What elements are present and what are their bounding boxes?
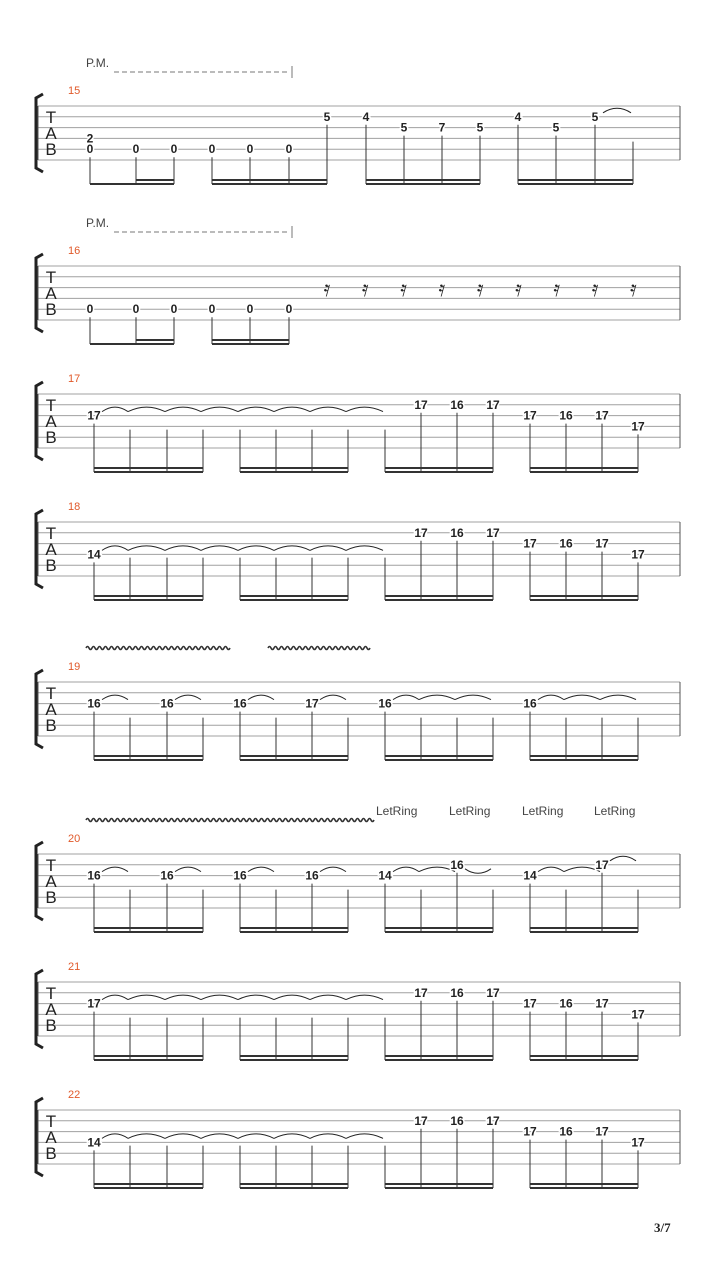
tie-arc (102, 995, 128, 1000)
measure-number: 22 (68, 1089, 81, 1101)
fret-number: 17 (414, 985, 428, 1000)
tab-clef-letter: T (45, 684, 57, 703)
fret-number: 17 (414, 525, 428, 540)
tie-arc (201, 1134, 238, 1139)
fret-number: 16 (559, 1124, 573, 1139)
tie-arc (346, 407, 383, 412)
tie-arc (248, 867, 274, 872)
vibrato-line (268, 647, 370, 650)
tab-clef-letter: A (45, 124, 57, 143)
tie-arc (455, 695, 491, 700)
tie-arc (600, 695, 636, 700)
tab-clef-letter: A (45, 284, 57, 303)
fret-number: 16 (559, 408, 573, 423)
tie-arc (346, 1134, 383, 1139)
fret-number: 17 (523, 536, 537, 551)
tab-clef-letter: T (45, 1112, 57, 1131)
tie-arc (165, 1134, 201, 1139)
tie-arc (393, 867, 419, 872)
tie-arc (201, 407, 238, 412)
sixteenth-rest: 𝄿 (630, 277, 637, 302)
fret-number: 17 (595, 857, 609, 872)
fret-number: 14 (87, 1135, 101, 1150)
tab-clef-letter: A (45, 872, 57, 891)
sixteenth-rest: 𝄿 (361, 277, 369, 302)
tab-clef-letter: B (45, 556, 57, 575)
fret-number: 0 (246, 142, 254, 157)
tie-arc (102, 695, 128, 700)
tie-arc (201, 995, 238, 1000)
tie-arc (310, 407, 346, 412)
fret-number: 17 (305, 696, 319, 711)
tab-clef-letter: A (45, 1128, 57, 1147)
fret-number: 17 (631, 1135, 645, 1150)
tie-arc (102, 407, 128, 412)
tab-clef-letter: T (45, 268, 57, 287)
tie-arc (238, 995, 274, 1000)
tie-arc (274, 995, 310, 1000)
page-number: 3/7 (654, 1220, 671, 1235)
tab-clef-letter: B (45, 300, 57, 319)
fret-number: 17 (414, 397, 428, 412)
fret-number: 16 (559, 536, 573, 551)
let-ring-label: LetRing (522, 804, 564, 818)
tie-arc (175, 867, 201, 872)
fret-number: 0 (170, 302, 178, 317)
tie-arc (393, 695, 419, 700)
fret-number: 16 (87, 696, 101, 711)
tie-arc (274, 1134, 310, 1139)
tie-arc (346, 995, 383, 1000)
tie-arc (274, 546, 310, 551)
fret-number: 16 (160, 868, 174, 883)
sixteenth-rest: 𝄿 (591, 277, 599, 302)
fret-number: 0 (285, 302, 293, 317)
tab-clef-letter: B (45, 716, 57, 735)
fret-number: 5 (591, 109, 599, 124)
tie-arc (238, 546, 274, 551)
fret-number: 4 (362, 109, 370, 124)
fret-number: 0 (208, 302, 216, 317)
fret-number: 16 (559, 996, 573, 1011)
tie-arc (201, 546, 238, 551)
fret-number: 16 (450, 525, 464, 540)
tab-system-22 (36, 1089, 680, 1188)
tie-arc (238, 407, 274, 412)
fret-number: 17 (486, 397, 500, 412)
fret-number: 17 (595, 408, 609, 423)
palm-mute-label: P.M. (86, 216, 110, 230)
fret-number: 16 (450, 1113, 464, 1128)
measure-number: 15 (68, 85, 81, 97)
sixteenth-rest: 𝄿 (515, 277, 522, 302)
sixteenth-rest: 𝄿 (438, 277, 446, 302)
tie-arc (128, 546, 165, 551)
fret-number: 0 (86, 302, 94, 317)
fret-number: 5 (476, 120, 484, 135)
measure-number: 20 (68, 833, 81, 845)
fret-number: 17 (87, 996, 101, 1011)
fret-number: 4 (514, 109, 522, 124)
fret-number: 17 (523, 996, 537, 1011)
tie-arc (128, 1134, 165, 1139)
tie-arc (165, 546, 201, 551)
fret-number: 17 (523, 1124, 537, 1139)
fret-number: 17 (595, 996, 609, 1011)
fret-number: 14 (378, 868, 392, 883)
tab-clef-letter: B (45, 428, 57, 447)
tie-arc (248, 695, 274, 700)
fret-number: 16 (233, 868, 247, 883)
let-ring-label: LetRing (376, 804, 418, 818)
tie-arc (175, 695, 201, 700)
tie-arc (102, 1134, 128, 1139)
sixteenth-rest: 𝄿 (323, 277, 331, 302)
tie-arc (538, 695, 564, 700)
tie-arc (274, 407, 310, 412)
fret-number: 2 (86, 131, 94, 146)
tie-arc (165, 407, 201, 412)
fret-number: 5 (323, 109, 331, 124)
tab-clef-letter: A (45, 1000, 57, 1019)
fret-number: 17 (414, 1113, 428, 1128)
fret-number: 17 (631, 547, 645, 562)
fret-number: 17 (631, 419, 645, 434)
tie-arc (465, 869, 491, 874)
tie-arc (310, 1134, 346, 1139)
fret-number: 5 (552, 120, 560, 135)
measure-number: 16 (68, 245, 81, 257)
let-ring-label: LetRing (449, 804, 491, 818)
fret-number: 17 (486, 985, 500, 1000)
tie-arc (538, 867, 564, 872)
fret-number: 5 (400, 120, 408, 135)
tab-clef-letter: T (45, 984, 57, 1003)
tab-clef-letter: T (45, 856, 57, 875)
fret-number: 16 (160, 696, 174, 711)
fret-number: 17 (595, 1124, 609, 1139)
measure-number: 21 (68, 961, 81, 973)
fret-number: 0 (246, 302, 254, 317)
tab-system-18 (36, 501, 680, 600)
vibrato-line (86, 647, 230, 650)
tab-system-21 (36, 961, 680, 1060)
tab-clef-letter: A (45, 412, 57, 431)
fret-number: 16 (450, 397, 464, 412)
tie-arc (346, 546, 383, 551)
fret-number: 16 (523, 696, 537, 711)
tab-clef-letter: B (45, 888, 57, 907)
tie-arc (238, 1134, 274, 1139)
vibrato-line (86, 819, 374, 822)
tie-arc (320, 867, 346, 872)
fret-number: 0 (285, 142, 293, 157)
fret-number: 17 (523, 408, 537, 423)
tab-clef-letter: T (45, 396, 57, 415)
tie-arc (564, 695, 600, 700)
fret-number: 0 (132, 142, 140, 157)
tie-arc (310, 546, 346, 551)
fret-number: 14 (87, 547, 101, 562)
fret-number: 0 (208, 142, 216, 157)
fret-number: 16 (87, 868, 101, 883)
sixteenth-rest: 𝄿 (400, 277, 407, 302)
fret-number: 16 (233, 696, 247, 711)
tie-arc (310, 995, 346, 1000)
tab-clef-letter: T (45, 524, 57, 543)
tie-arc (603, 108, 631, 113)
fret-number: 14 (523, 868, 537, 883)
fret-number: 0 (86, 142, 94, 157)
tab-system-15 (36, 56, 680, 184)
let-ring-label: LetRing (594, 804, 636, 818)
tie-arc (165, 995, 201, 1000)
fret-number: 16 (378, 696, 392, 711)
measure-number: 17 (68, 373, 81, 385)
sixteenth-rest: 𝄿 (476, 277, 484, 302)
fret-number: 7 (438, 120, 446, 135)
fret-number: 17 (631, 1007, 645, 1022)
tab-clef-letter: B (45, 140, 57, 159)
measure-number: 18 (68, 501, 81, 513)
sixteenth-rest: 𝄿 (553, 277, 561, 302)
tie-arc (419, 695, 455, 700)
tab-clef-letter: T (45, 108, 57, 127)
tie-arc (102, 546, 128, 551)
tab-system-17 (36, 373, 680, 472)
fret-number: 17 (486, 525, 500, 540)
tab-clef-letter: A (45, 540, 57, 559)
tie-arc (128, 995, 165, 1000)
measure-number: 19 (68, 661, 81, 673)
tab-system-16 (36, 216, 680, 344)
tab-clef-letter: B (45, 1016, 57, 1035)
fret-number: 16 (305, 868, 319, 883)
tie-arc (610, 856, 636, 861)
tab-clef-letter: B (45, 1144, 57, 1163)
tie-arc (102, 867, 128, 872)
tie-arc (128, 407, 165, 412)
fret-number: 16 (450, 985, 464, 1000)
fret-number: 0 (170, 142, 178, 157)
fret-number: 17 (87, 408, 101, 423)
fret-number: 0 (132, 302, 140, 317)
fret-number: 17 (595, 536, 609, 551)
palm-mute-label: P.M. (86, 56, 110, 70)
fret-number: 17 (486, 1113, 500, 1128)
tab-clef-letter: A (45, 700, 57, 719)
tie-arc (320, 695, 346, 700)
tab-system-19 (36, 647, 680, 761)
fret-number: 16 (450, 857, 464, 872)
tab-system-20 (36, 804, 680, 932)
